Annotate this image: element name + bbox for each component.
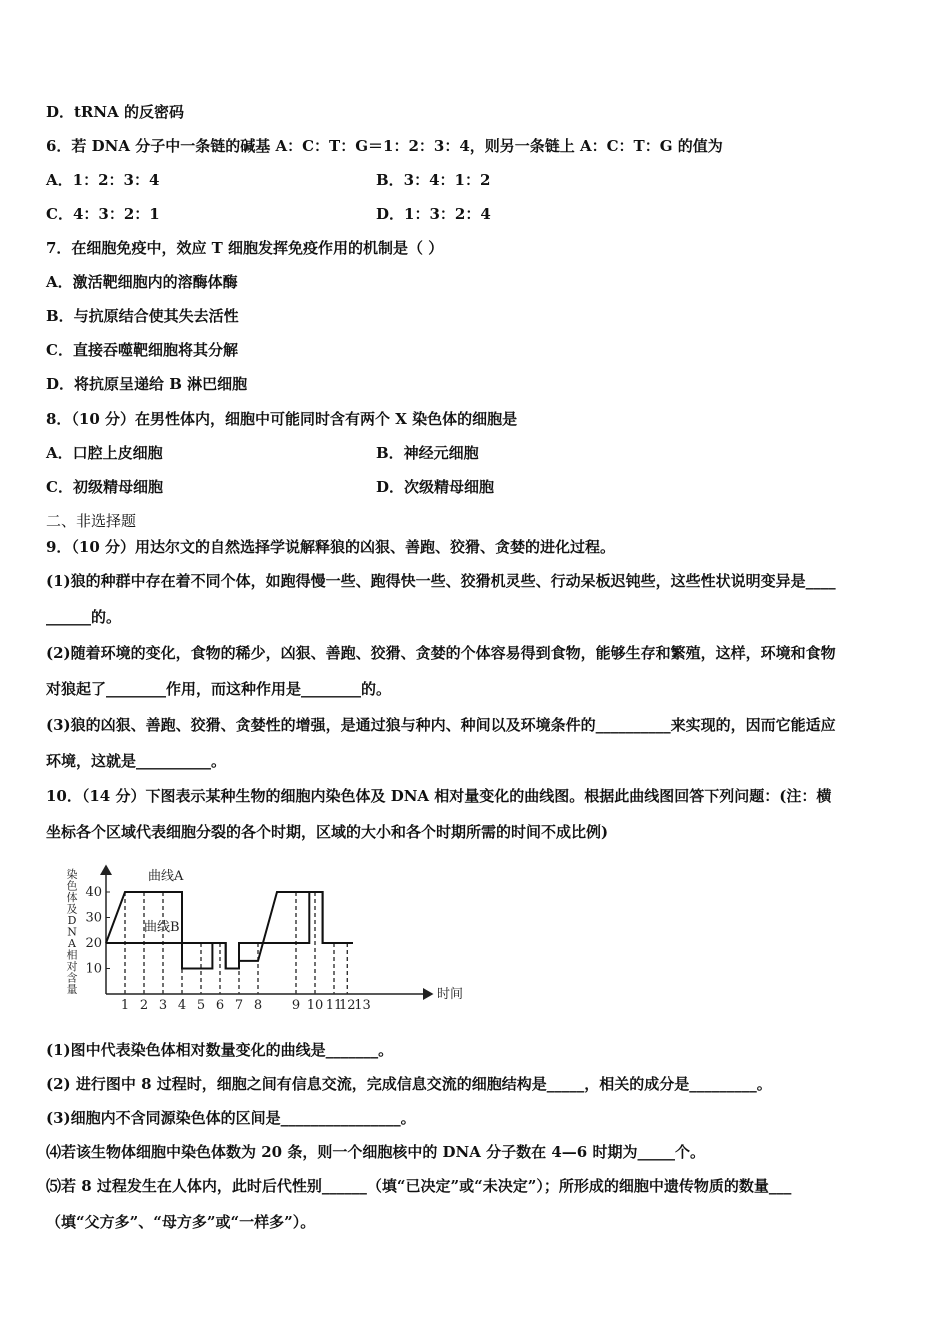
q7-option-c: C．直接吞噬靶细胞将其分解 <box>46 341 238 359</box>
q7-option-b: B．与抗原结合使其失去活性 <box>46 307 239 325</box>
q5-option-d: D．tRNA 的反密码 <box>46 103 184 121</box>
y-axis-label-char: N <box>67 925 77 939</box>
x-tick-label: 13 <box>354 998 371 1013</box>
q9-part3-line2: 环境，这就是__________。 <box>46 752 227 770</box>
q10-part3: (3)细胞内不含同源染色体的区间是________________。 <box>46 1109 416 1127</box>
q9-part1-line2: ______的。 <box>46 608 122 626</box>
q6-stem: 6．若 DNA 分子中一条链的碱基 A：C：T：G＝1：2：3：4，则另一条链上 A：C：T：G 的值为 <box>46 137 723 155</box>
y-tick-label: 20 <box>85 936 102 951</box>
y-axis-label-char: 对 <box>66 960 78 973</box>
x-tick-label: 11 <box>325 998 343 1013</box>
x-tick-label: 7 <box>234 998 244 1013</box>
x-axis-label: 时间 <box>437 987 464 1002</box>
q6-option-d: D．1：3：2：4 <box>376 205 491 223</box>
y-tick-label: 10 <box>85 961 102 977</box>
q10-stem-line2: 坐标各个区域代表细胞分裂的各个时期，区域的大小和各个时期所需的时间不成比例) <box>46 823 609 841</box>
q10-stem-line1: 10．（14 分）下图表示某种生物的细胞内染色体及 DNA 相对量变化的曲线图。根据此曲线图回答下列问题：(注：横 <box>46 787 832 805</box>
q7-option-a: A．激活靶细胞内的溶酶体酶 <box>46 273 238 291</box>
q10-part5-line1: ⑸若 8 过程发生在人体内，此时后代性别______（填“已决定”或“未决定”）；所形成的细胞中遗传物质的数量___ <box>46 1177 792 1195</box>
q9-part3-line1: (3)狼的凶狠、善跑、狡猾、贪婪性的增强，是通过狼与种内、种间以及环境条件的__________来实现的，因而它能适应 <box>46 716 836 734</box>
x-tick-label: 1 <box>120 998 130 1013</box>
q9-stem: 9．（10 分）用达尔文的自然选择学说解释狼的凶狠、善跑、狡猾、贪婪的进化过程。 <box>46 538 616 556</box>
q8-option-b: B．神经元细胞 <box>376 444 479 462</box>
y-axis-label-char: 相 <box>66 948 78 962</box>
q8-option-a: A．口腔上皮细胞 <box>46 444 163 462</box>
q10-part1: (1)图中代表染色体相对数量变化的曲线是_______。 <box>46 1041 394 1059</box>
y-tick-label: 40 <box>85 885 102 900</box>
q6-option-c: C．4：3：2：1 <box>46 205 160 223</box>
q8-option-d: D．次级精母细胞 <box>376 478 495 496</box>
x-tick-label: 3 <box>158 998 168 1013</box>
legend-curve-b: 曲线B <box>144 920 180 935</box>
y-axis-label-char: 及 <box>66 902 78 916</box>
x-tick-label: 9 <box>291 998 301 1013</box>
section-heading: 二、非选择题 <box>46 512 137 530</box>
y-tick-label: 30 <box>85 910 102 926</box>
y-axis-label-char: 体 <box>66 891 78 904</box>
legend-curve-a: 曲线A <box>148 869 184 884</box>
chromosome-dna-chart <box>60 858 480 1016</box>
y-axis-label-char: 量 <box>66 983 78 996</box>
q8-option-c: C．初级精母细胞 <box>46 478 163 496</box>
q6-option-a: A．1：2：3：4 <box>46 171 160 189</box>
y-axis-label-char: D <box>67 914 77 927</box>
y-axis-label-char: 含 <box>66 971 78 985</box>
q8-stem: 8．（10 分）在男性体内，细胞中可能同时含有两个 X 染色体的细胞是 <box>46 410 518 428</box>
q10-part5-line2: （填“父方多”、“母方多”或“一样多”）。 <box>46 1213 316 1231</box>
x-tick-label: 2 <box>139 998 149 1013</box>
x-tick-label: 6 <box>215 998 225 1013</box>
y-axis-label <box>67 867 78 996</box>
y-axis-label-char: A <box>68 937 76 950</box>
x-tick-label: 5 <box>196 998 206 1013</box>
q9-part1-line1: (1)狼的种群中存在着不同个体，如跑得慢一些、跑得快一些、狡猾机灵些、行动呆板迟钝些，这些性状说明变异是____ <box>46 572 836 590</box>
y-axis-label-char: 色 <box>66 879 78 893</box>
q10-part4: ⑷若该生物体细胞中染色体数为 20 条，则一个细胞核中的 DNA 分子数在 4—6 时期为_____个。 <box>46 1143 705 1161</box>
q10-part2: (2) 进行图中 8 过程时，细胞之间有信息交流，完成信息交流的细胞结构是_____，相关的成分是_________。 <box>46 1075 772 1093</box>
x-tick-label: 12 <box>339 998 356 1013</box>
q6-option-b: B．3：4：1：2 <box>376 171 491 189</box>
q9-part2-line1: (2)随着环境的变化，食物的稀少，凶狠、善跑、狡猾、贪婪的个体容易得到食物，能够生存和繁殖，这样，环境和食物 <box>46 644 836 662</box>
x-tick-label: 10 <box>306 998 324 1013</box>
q9-part2-line2: 对狼起了________作用，而这种作用是________的。 <box>46 680 392 698</box>
q7-stem: 7．在细胞免疫中，效应 T 细胞发挥免疫作用的机制是（ ） <box>46 239 444 257</box>
x-tick-label: 4 <box>177 998 187 1013</box>
x-tick-label: 8 <box>253 998 263 1013</box>
q7-option-d: D．将抗原呈递给 B 淋巴细胞 <box>46 375 248 393</box>
y-axis-label-char: 染 <box>66 868 78 881</box>
